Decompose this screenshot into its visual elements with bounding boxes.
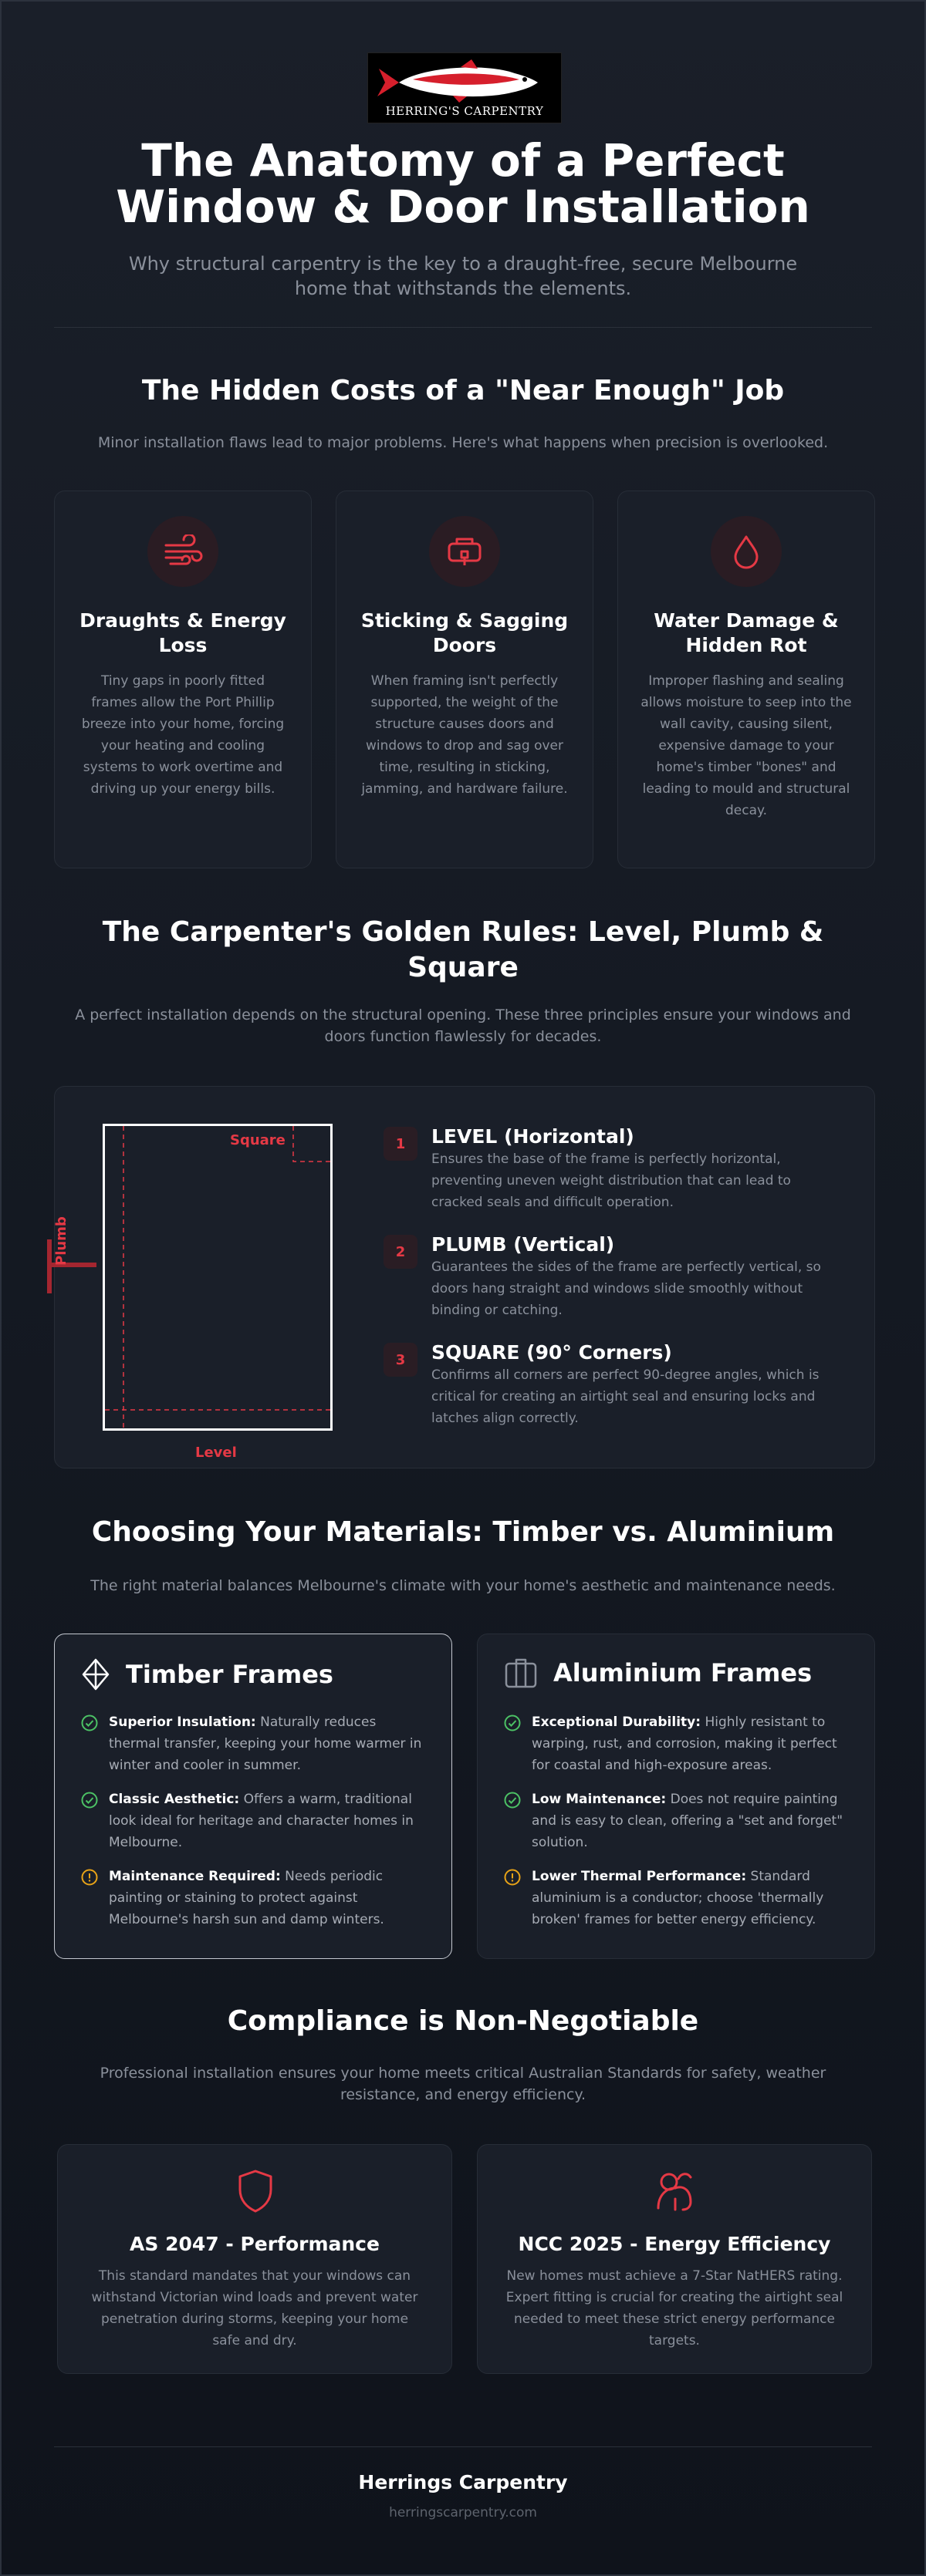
check-circle-icon xyxy=(504,1792,521,1809)
water-drop-icon xyxy=(711,516,782,587)
footer-website-link[interactable]: herringscarpentry.com xyxy=(389,2505,537,2520)
aluminium-header xyxy=(504,1657,812,1688)
plumb-bob-icon xyxy=(42,1239,96,1293)
materials-heading: Choosing Your Materials: Timber vs. Aluminium xyxy=(91,1516,835,1548)
compliance-text: This standard mandates that your windows can withstand Victorian wind loads and prevent water penetration during storms, keeping your home safe and dry. xyxy=(91,2268,418,2348)
compliance-card-as2047 xyxy=(57,2144,452,2374)
brand-logo xyxy=(367,52,562,123)
costs-heading: The Hidden Costs of a "Near Enough" Job xyxy=(141,375,785,406)
page-subtitle: Why structural carpentry is the key to a draught-free, secure Melbourne home that withstands the elements. xyxy=(128,253,798,299)
compliance-card-ncc2025 xyxy=(477,2144,872,2374)
divider xyxy=(54,327,872,328)
cost-title: Water Damage & Hidden Rot xyxy=(654,609,839,656)
aluminium-card xyxy=(477,1634,875,1959)
level-label: Level xyxy=(195,1445,237,1461)
shield-icon xyxy=(235,2168,275,2214)
rule-number: 2 xyxy=(384,1235,417,1269)
aluminium-con-thermal: Lower Thermal Performance: Standard aluminium is a conductor; choose 'thermally broken' frames for better energy efficiency. xyxy=(504,1866,851,1930)
costs-subtitle: Minor installation flaws lead to major problems. Here's what happens when precision is overlooked. xyxy=(97,434,829,451)
rule-title: LEVEL (Horizontal) xyxy=(431,1125,634,1148)
timber-card xyxy=(54,1634,452,1959)
diagram-guides xyxy=(105,1126,330,1428)
compliance-text: New homes must achieve a 7-Star NatHERS rating. Expert fitting is crucial for creating the airtight seal needed to meet these strict energy performance targets. xyxy=(505,2268,843,2348)
compliance-subtitle: Professional installation ensures your home meets critical Australian Standards for safety, weather resistance, and energy efficiency. xyxy=(100,2065,826,2103)
aluminium-title: Aluminium Frames xyxy=(553,1658,813,1688)
timber-pro-insulation: Superior Insulation: Naturally reduces thermal transfer, keeping your home warmer in winter and cooler in summer. xyxy=(81,1711,428,1776)
rule-text: Confirms all corners are perfect 90-degree angles, which is critical for creating an airtight seal and ensuring locks and latches align correctly. xyxy=(431,1367,820,1426)
cost-text: When framing isn't perfectly supported, the weight of the structure causes doors and windows to drop and sag over time, resulting in sticking, jamming, and hardware failure. xyxy=(361,673,568,797)
timber-title: Timber Frames xyxy=(126,1660,333,1689)
aluminium-pro-durability: Exceptional Durability: Highly resistant to warping, rust, and corrosion, making it perfect for coastal and high-exposure areas. xyxy=(504,1711,851,1776)
cost-card-sagging xyxy=(336,491,593,868)
energy-leaf-icon xyxy=(652,2168,698,2214)
square-label: Square xyxy=(230,1132,286,1148)
cost-card-draughts xyxy=(54,491,312,868)
sagging-door-icon xyxy=(429,516,500,587)
timber-con-maintenance: Maintenance Required: Needs periodic painting or staining to protect against Melbourne's harsh sun and damp winters. xyxy=(81,1866,428,1930)
plumb-label: Plumb xyxy=(53,1216,69,1266)
footer-company-name: Herrings Carpentry xyxy=(358,2471,568,2493)
timber-header xyxy=(81,1657,333,1691)
compliance-title: NCC 2025 - Energy Efficiency xyxy=(518,2233,831,2255)
footer-divider xyxy=(54,2446,872,2447)
wind-icon xyxy=(147,516,218,587)
warning-circle-icon xyxy=(504,1869,521,1886)
cost-title: Draughts & Energy Loss xyxy=(79,609,286,656)
rules-heading: The Carpenter's Golden Rules: Level, Plumb & Square xyxy=(102,916,824,983)
check-circle-icon xyxy=(81,1715,98,1731)
cost-text: Tiny gaps in poorly fitted frames allow the Port Phillip breeze into your home, forcing your heating and cooling systems to work overtime and driving up your energy bills. xyxy=(81,673,285,797)
frame-diagram xyxy=(103,1124,333,1431)
timber-diamond-icon xyxy=(81,1657,110,1691)
cost-title: Sticking & Sagging Doors xyxy=(360,609,569,656)
materials-subtitle: The right material balances Melbourne's climate with your home's aesthetic and maintenance needs. xyxy=(90,1577,836,1594)
rule-title: SQUARE (90° Corners) xyxy=(431,1341,672,1364)
aluminium-pro-maintenance: Low Maintenance: Does not require painting and is easy to clean, offering a "set and forget" solution. xyxy=(504,1789,851,1853)
rule-text: Ensures the base of the frame is perfectly horizontal, preventing uneven weight distribution that can lead to cracked seals and difficult operation. xyxy=(431,1151,791,1210)
timber-pro-aesthetic: Classic Aesthetic: Offers a warm, traditional look ideal for heritage and character homes in Melbourne. xyxy=(81,1789,428,1853)
logo-text: HERRING'S CARPENTRY xyxy=(385,104,544,118)
check-circle-icon xyxy=(81,1792,98,1809)
compliance-heading: Compliance is Non-Negotiable xyxy=(227,2005,699,2037)
herring-fish-icon xyxy=(368,53,563,109)
rule-number: 1 xyxy=(384,1127,417,1161)
page-title: The Anatomy of a Perfect Window & Door Installation xyxy=(116,134,810,233)
warning-circle-icon xyxy=(81,1869,98,1886)
compliance-title: AS 2047 - Performance xyxy=(130,2233,380,2255)
aluminium-frame-icon xyxy=(504,1657,538,1688)
cost-card-water xyxy=(617,491,875,868)
rule-text: Guarantees the sides of the frame are perfectly vertical, so doors hang straight and windows slide smoothly without binding or catching. xyxy=(431,1259,821,1318)
rule-number: 3 xyxy=(384,1343,417,1377)
rules-card xyxy=(54,1086,875,1468)
cost-text: Improper flashing and sealing allows moisture to seep into the wall cavity, causing silent, expensive damage to your home's timber "bones" and leading to mould and structural decay. xyxy=(640,673,852,818)
check-circle-icon xyxy=(504,1715,521,1731)
rule-title: PLUMB (Vertical) xyxy=(431,1233,615,1256)
rules-subtitle: A perfect installation depends on the structural opening. These three principles ensure your windows and doors function flawlessly for decades. xyxy=(75,1006,851,1045)
